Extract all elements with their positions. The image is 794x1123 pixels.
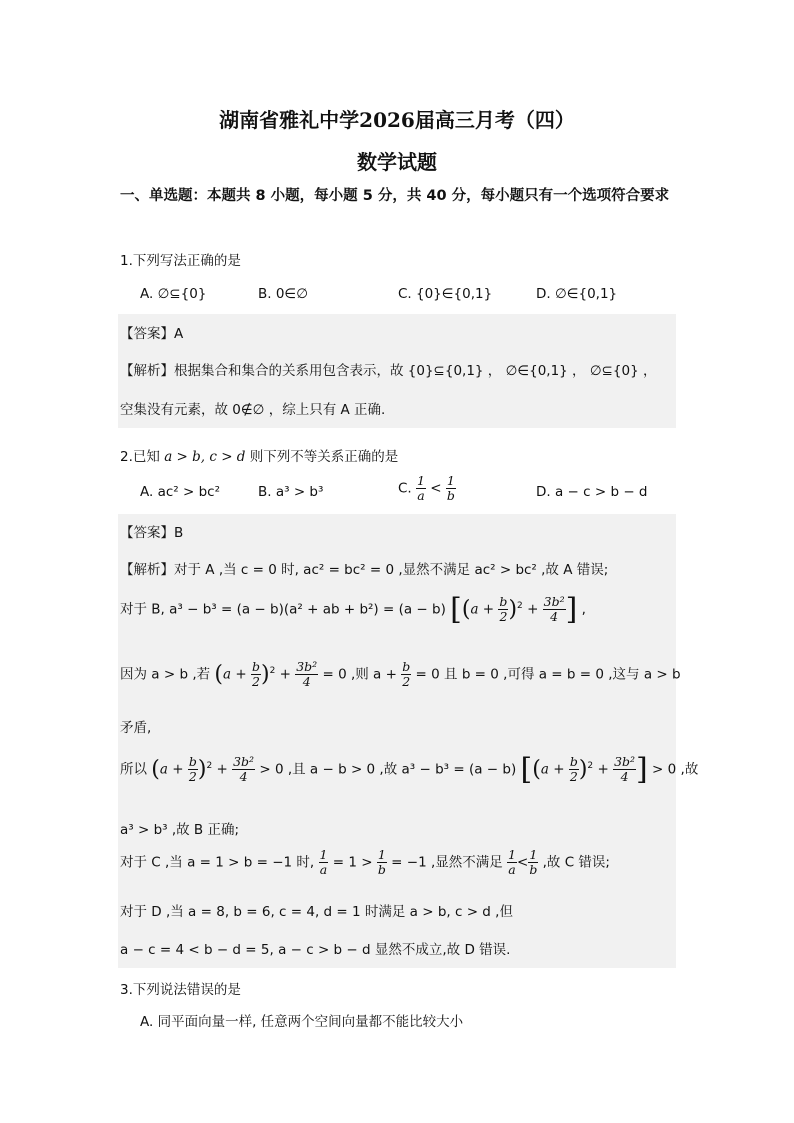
q2-stem-pre: 2.已知 [120,449,160,465]
q2-analysis-line-1: 【解析】对于 A ,当 c = 0 时, ac² = bc² = 0 ,显然不满足 ac² > bc² ,故 A 错误; [120,562,609,578]
q2-stem-post: 则下列不等关系正确的是 [249,449,399,465]
q1-option-a: A. ∅⊆{0} [140,286,207,302]
question-1-stem: 1.下列写法正确的是 [120,253,241,269]
q2-analysis-line-2: 对于 B, a³ − b³ = (a − b)(a² + ab + b²) = (a − b) [(a + $\frac{b}{2}$ )$^2$ + $\frac{\text{3b²}}{4}$ ] , [120,592,586,627]
q2-option-d: D. a − c > b − d [536,484,648,500]
question-2-stem [120,445,398,465]
document-subtitle: 数学试题 [357,150,437,174]
document-title: 湖南省雅礼中学2026届高三月考（四） [219,108,575,132]
q1-option-d: D. ∅∈{0,1} [536,286,618,302]
q2-stem-math: a > b, c > d [164,449,246,465]
q1-answer: 【答案】A [120,326,184,342]
q2-option-c: C. $\frac{1}{a}$ < $\frac{1}{b}$ [398,473,455,503]
q1-analysis-line-2: 空集没有元素，故 0∉∅ ，综上只有 A 正确. [120,402,386,418]
q2-analysis-line-7: 对于 C ,当 a = 1 > b = −1 时, $\frac{1}{a}$ = 1 > $\frac{1}{b}$ = −1 ,显然不满足 $\frac{1}{a}$ < $\frac{1}{b}$ ,故 C 错误; [120,847,610,877]
q2-answer: 【答案】B [120,525,184,541]
q1-option-b: B. 0∈∅ [258,286,308,302]
q2-analysis-line-3: 因为 a > b ,若 (a + $\frac{b}{2}$ )$^2$ + $\frac{\text{3b²}}{4}$ = 0 ,则 a + $\frac{b}{2}$ = 0 且 b = 0 ,可得 a = b = 0 ,这与 a > b [120,659,681,689]
q2-option-b: B. a³ > b³ [258,484,324,500]
q1-option-c: C. {0}∈{0,1} [398,286,493,302]
q2-analysis-line-8: 对于 D ,当 a = 8, b = 6, c = 4, d = 1 时满足 a > b, c > d ,但 [120,904,513,920]
question-3-stem: 3.下列说法错误的是 [120,982,241,998]
q2-analysis-line-6: a³ > b³ ,故 B 正确; [120,822,240,838]
q1-analysis-line-1: 【解析】根据集合和集合的关系用包含表示，故 {0}⊆{0,1} ， ∅∈{0,1} ， ∅⊆{0} ， [120,363,657,379]
q2-analysis-line-5: 所以 (a + $\frac{b}{2}$ )$^2$ + $\frac{\text{3b²}}{4}$ > 0 ,且 a − b > 0 ,故 a³ − b³ = (a − b) [(a + $\frac{b}{2}$ )$^2$ + $\frac{\text{3b²}}{4}$ ] > 0 ,故 [120,752,699,787]
q3-option-a: A. 同平面向量一样, 任意两个空间向量都不能比较大小 [140,1014,464,1030]
section-heading: 一、单选题：本题共 8 小题，每小题 5 分，共 40 分，每小题只有一个选项符合要求 [120,188,670,204]
q2-analysis-line-9: a − c = 4 < b − d = 5, a − c > b − d 显然不成立,故 D 错误. [120,942,511,958]
q2-option-c-label: C. [398,480,412,497]
q2-analysis-line-4: 矛盾, [120,720,152,736]
q2-option-a: A. ac² > bc² [140,484,220,500]
